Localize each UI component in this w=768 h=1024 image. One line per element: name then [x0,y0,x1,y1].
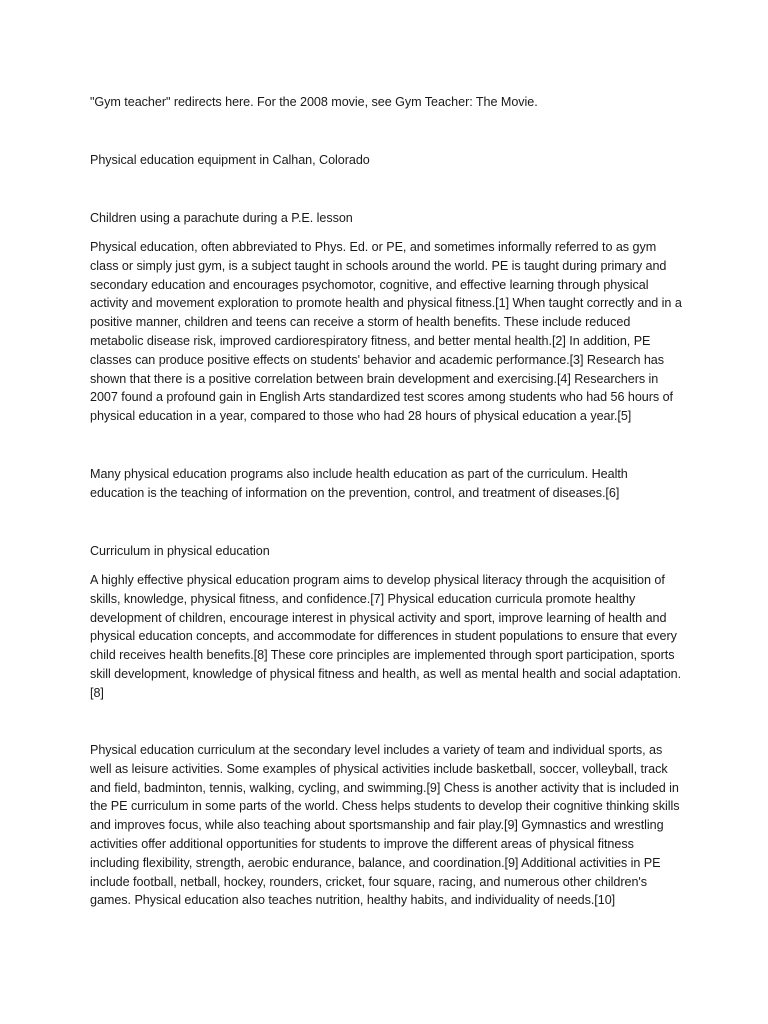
redirect-note: "Gym teacher" redirects here. For the 2008 movie, see Gym Teacher: The Movie. [90,95,538,109]
curriculum-paragraph-1: A highly effective physical education program aims to develop physical literacy through the acquisition of skills, knowledge, physical fitness, and confidence.[7] Physical education curricula promote healthy development of children, encourage interest in physical activity and sport, improve learning of health and physical education concepts, and accommodate for differences in student populations to ensure that every child receives health benefits.[8] These core principles are implemented through sport participation, sports skill development, knowledge of physical fitness and health, as well as mental health and social adaptation.[8] [90,573,682,700]
curriculum-paragraph-2: Physical education curriculum at the secondary level includes a variety of team and individual sports, as well as leisure activities. Some examples of physical activities include basketball, soccer, volleyball, track and field, badminton, tennis, walking, cycling, and swimming.[9] Chess is another activity that is included in the PE curriculum in some parts of the world. Chess helps students to develop their cognitive thinking skills and improves focus, while also teaching about sportsmanship and fair play.[9] Gymnastics and wrestling activities offer additional opportunities for students to improve the different areas of physical fitness including flexibility, strength, aerobic endurance, balance, and coordination.[9] Additional activities in PE include football, netball, hockey, rounders, cricket, four square, racing, and numerous other children's games. Physical education also teaches nutrition, healthy habits, and individuality of needs.[10] [90,743,680,908]
curriculum-heading: Curriculum in physical education [90,544,270,558]
image-caption-parachute: Children using a parachute during a P.E. lesson [90,211,353,225]
health-education-paragraph: Many physical education programs also include health education as part of the curriculum. Health education is the teaching of information on the prevention, control, and treatment of diseases.[6] [90,467,628,500]
intro-paragraph: Physical education, often abbreviated to Phys. Ed. or PE, and sometimes informally referred to as gym class or simply just gym, is a subject taught in schools around the world. PE is taught during primary and secondary education and encourages psychomotor, cognitive, and effective learning through physical activity and movement exploration to promote health and physical fitness.[1] When taught correctly and in a positive manner, children and teens can receive a storm of health benefits. These include reduced metabolic disease risk, improved cardiorespiratory fitness, and better mental health.[2] In addition, PE classes can produce positive effects on students' behavior and academic performance.[3] Research has shown that there is a positive correlation between brain development and exercising.[4] Researchers in 2007 found a profound gain in English Arts standardized test scores among students who had 56 hours of physical education in a year, compared to those who had 28 hours of physical education a year.[5] [90,240,682,424]
image-caption-equipment: Physical education equipment in Calhan, Colorado [90,153,370,167]
